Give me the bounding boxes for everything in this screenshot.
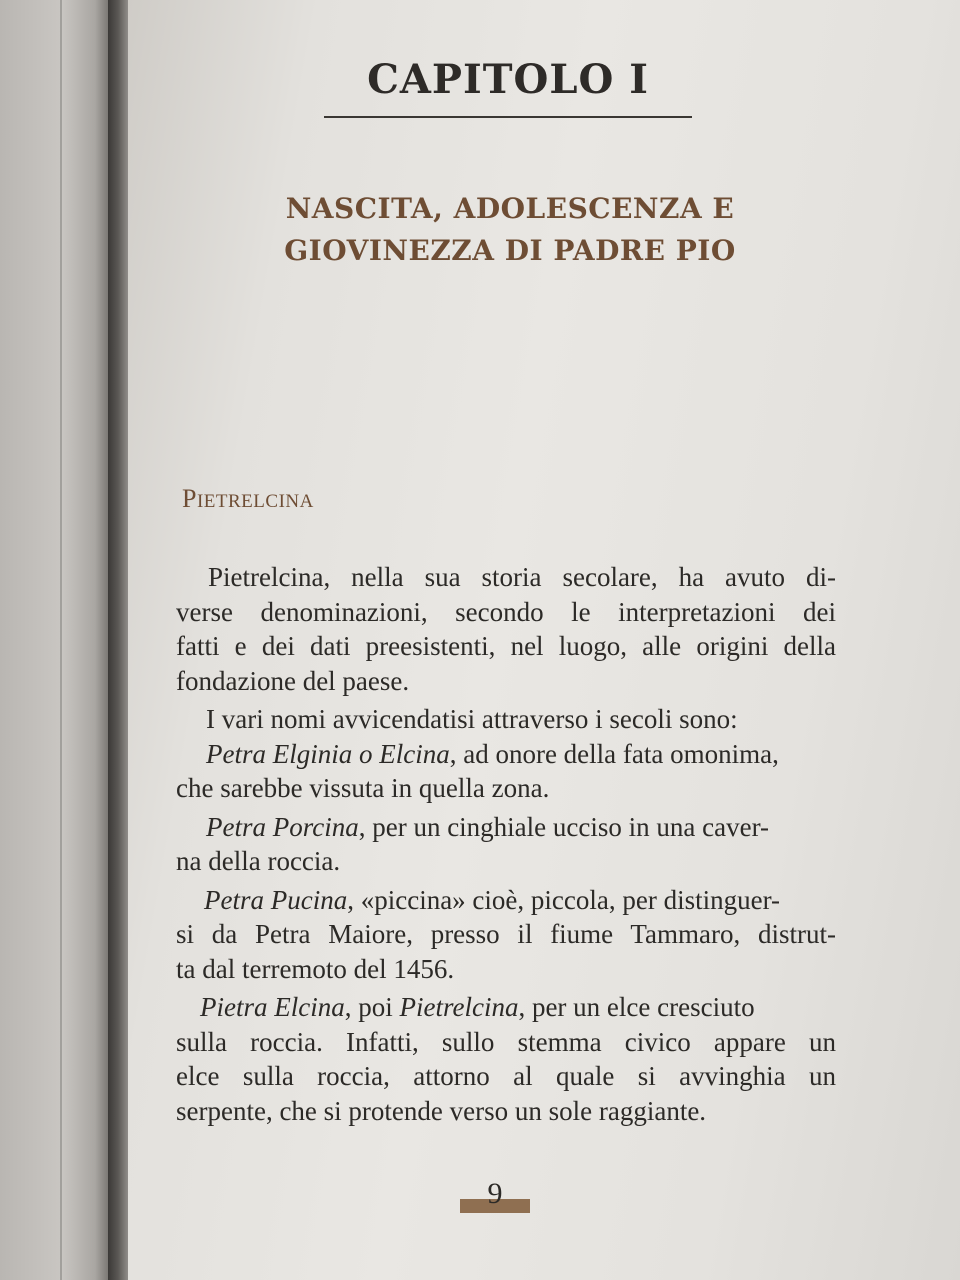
text-line (176, 737, 836, 772)
text-span: , ad onore della fata omonima, (449, 738, 779, 769)
place-name: Petra Porcina (206, 811, 359, 842)
left-page-edge (60, 0, 62, 1280)
chapter-subtitle (270, 188, 750, 272)
place-name: Petra Pucina (204, 884, 348, 915)
text-line: che sarebbe vissuta in quella zona. (176, 773, 550, 803)
subtitle-line-2: GIOVINEZZA DI PADRE PIO (284, 234, 736, 267)
page-number: 9 (487, 1177, 503, 1210)
chapter-rule (324, 116, 692, 118)
place-name: Pietra Elcina (200, 992, 345, 1022)
text-span: , per un elce cresciuto (518, 992, 755, 1022)
section-title-rest: IETRELCINA (196, 491, 314, 512)
body-text (176, 560, 836, 1128)
text-span: , per un cinghiale ucciso in una caver- (358, 811, 770, 842)
place-name: Petra Elginia o Elcina (206, 738, 450, 769)
text-line: serpente, che si protende verso un sole raggiante. (176, 1095, 707, 1126)
text-line (176, 990, 836, 1025)
place-name: Pietrelcina (399, 992, 519, 1022)
text-span: , poi (344, 992, 400, 1022)
text-line: Pietrelcina, nella sua storia secolare, ha avuto di- (208, 562, 836, 592)
chapter-header (324, 56, 692, 118)
text-line: na della roccia. (176, 846, 341, 876)
text-line: elce sulla roccia, attorno al quale si avvinghia un (176, 1061, 836, 1091)
text-line (176, 883, 836, 918)
text-line: si da Petra Maiore, presso il fiume Tammaro, distrut- (176, 919, 836, 949)
text-line: I vari nomi avvicendatisi attraverso i secoli sono: (206, 704, 738, 734)
book-gutter (108, 0, 130, 1280)
text-line: ta dal terremoto del 1456. (176, 953, 455, 984)
text-line: fatti e dei dati preesistenti, nel luogo, alle origini della (176, 631, 836, 661)
text-line: verse denominazioni, secondo le interpretazioni dei (176, 596, 836, 627)
left-page (0, 0, 112, 1280)
text-line: fondazione del paese. (176, 665, 410, 696)
section-title-initial: P (182, 484, 197, 513)
text-span: , «piccina» cioè, piccola, per distinguer- (347, 884, 781, 915)
text-line (176, 810, 836, 845)
text-line: sulla roccia. Infatti, sullo stemma civico appare un (176, 1026, 836, 1057)
chapter-title: CAPITOLO I (367, 56, 649, 103)
subtitle-line-1: NASCITA, ADOLESCENZA E (285, 192, 735, 225)
section-title (182, 484, 314, 514)
